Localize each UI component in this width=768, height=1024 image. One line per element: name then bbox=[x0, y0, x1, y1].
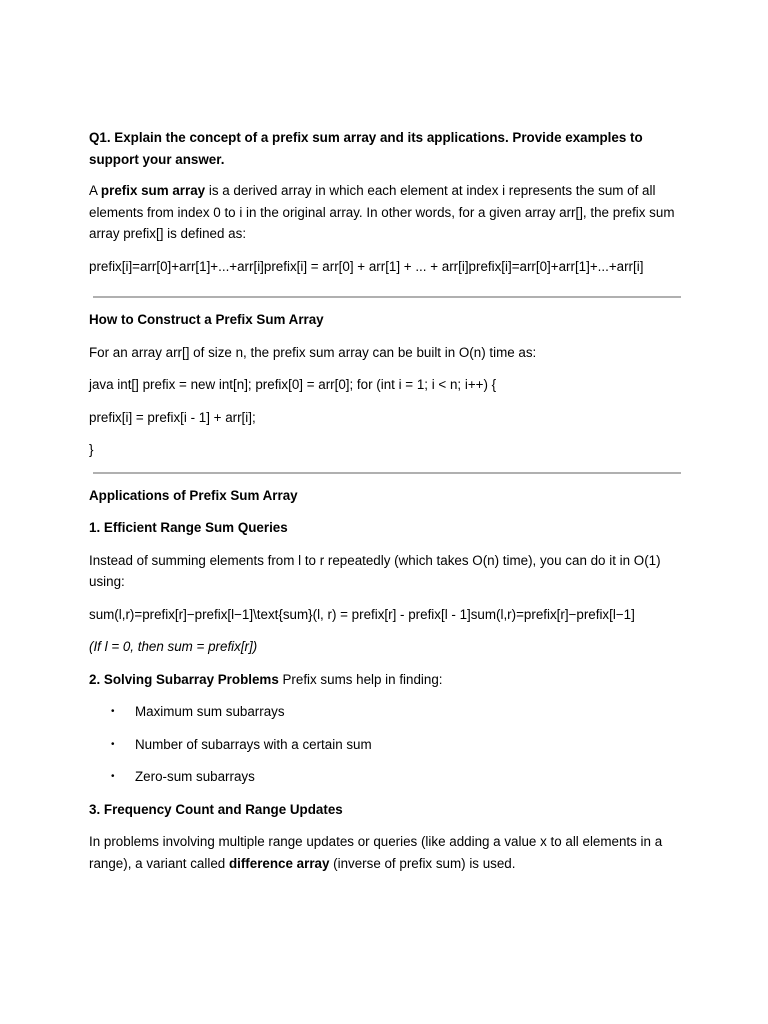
intro-bold-term: prefix sum array bbox=[100, 183, 206, 198]
applications-heading: Applications of Prefix Sum Array bbox=[89, 487, 298, 503]
divider bbox=[93, 296, 681, 298]
intro-rest: is a derived array in which each element at index i represents the sum of all elements from index 0 to i in the original array. In other words, for a given array arr[], the prefix sum array prefix[] is defined as: bbox=[89, 183, 675, 241]
divider bbox=[93, 472, 681, 474]
frequency-heading: 3. Frequency Count and Range Updates bbox=[89, 801, 343, 817]
range-text: Instead of summing elements from l to r repeatedly (which takes O(n) time), you can do it in O(1) using: bbox=[89, 552, 661, 589]
list-item-text: Number of subarrays with a certain sum bbox=[135, 736, 372, 752]
range-note bbox=[89, 636, 689, 658]
frequency-text-a: In problems involving multiple range updates or queries (like adding a value x to all elements in a range), a variant called bbox=[89, 834, 663, 871]
bullet-icon: • bbox=[111, 706, 115, 717]
subarray-paragraph bbox=[89, 669, 689, 691]
frequency-text-b: (inverse of prefix sum) is used. bbox=[329, 855, 516, 871]
list-item-text: Maximum sum subarrays bbox=[135, 704, 285, 719]
document-body bbox=[89, 127, 689, 885]
intro-prefix: A bbox=[89, 183, 101, 198]
code-line: prefix[i] = prefix[i - 1] + arr[i]; bbox=[89, 409, 256, 425]
frequency-paragraph bbox=[89, 831, 689, 874]
code-line: } bbox=[89, 442, 94, 457]
question-title: Q1. Explain the concept of a prefix sum array and its applications. Provide examples to support your answer. bbox=[89, 130, 643, 167]
intro-paragraph bbox=[89, 180, 689, 245]
subarray-list bbox=[89, 701, 689, 788]
list-item bbox=[89, 701, 689, 723]
construct-heading: How to Construct a Prefix Sum Array bbox=[89, 312, 324, 327]
subarray-heading: 2. Solving Subarray Problems bbox=[89, 671, 279, 687]
frequency-bold-term: difference array bbox=[228, 855, 330, 871]
construct-text: For an array arr[] of size n, the prefix sum array can be built in O(n) time as: bbox=[89, 344, 537, 360]
range-formula: sum(l,r)=prefix[r]−prefix[l−1]\text{sum}(l, r) = prefix[r] - prefix[l - 1]sum(l,r)=prefix[r]−prefix[l−1] bbox=[89, 606, 635, 622]
range-heading: 1. Efficient Range Sum Queries bbox=[89, 520, 288, 535]
subarray-text: Prefix sums help in finding: bbox=[278, 671, 443, 687]
list-item bbox=[89, 766, 689, 788]
prefix-formula: prefix[i]=arr[0]+arr[1]+...+arr[i]prefix[i] = arr[0] + arr[1] + ... + arr[i]prefix[i]=arr[0]+arr[1]+...+arr[i] bbox=[89, 258, 644, 274]
range-note-text: (If l = 0, then sum = prefix[r]) bbox=[89, 639, 258, 654]
bullet-icon: • bbox=[111, 771, 115, 782]
list-item bbox=[89, 734, 689, 756]
list-item-text: Zero-sum subarrays bbox=[135, 769, 255, 784]
code-line: java int[] prefix = new int[n]; prefix[0] = arr[0]; for (int i = 1; i < n; i++) { bbox=[89, 377, 497, 392]
bullet-icon: • bbox=[111, 738, 115, 750]
